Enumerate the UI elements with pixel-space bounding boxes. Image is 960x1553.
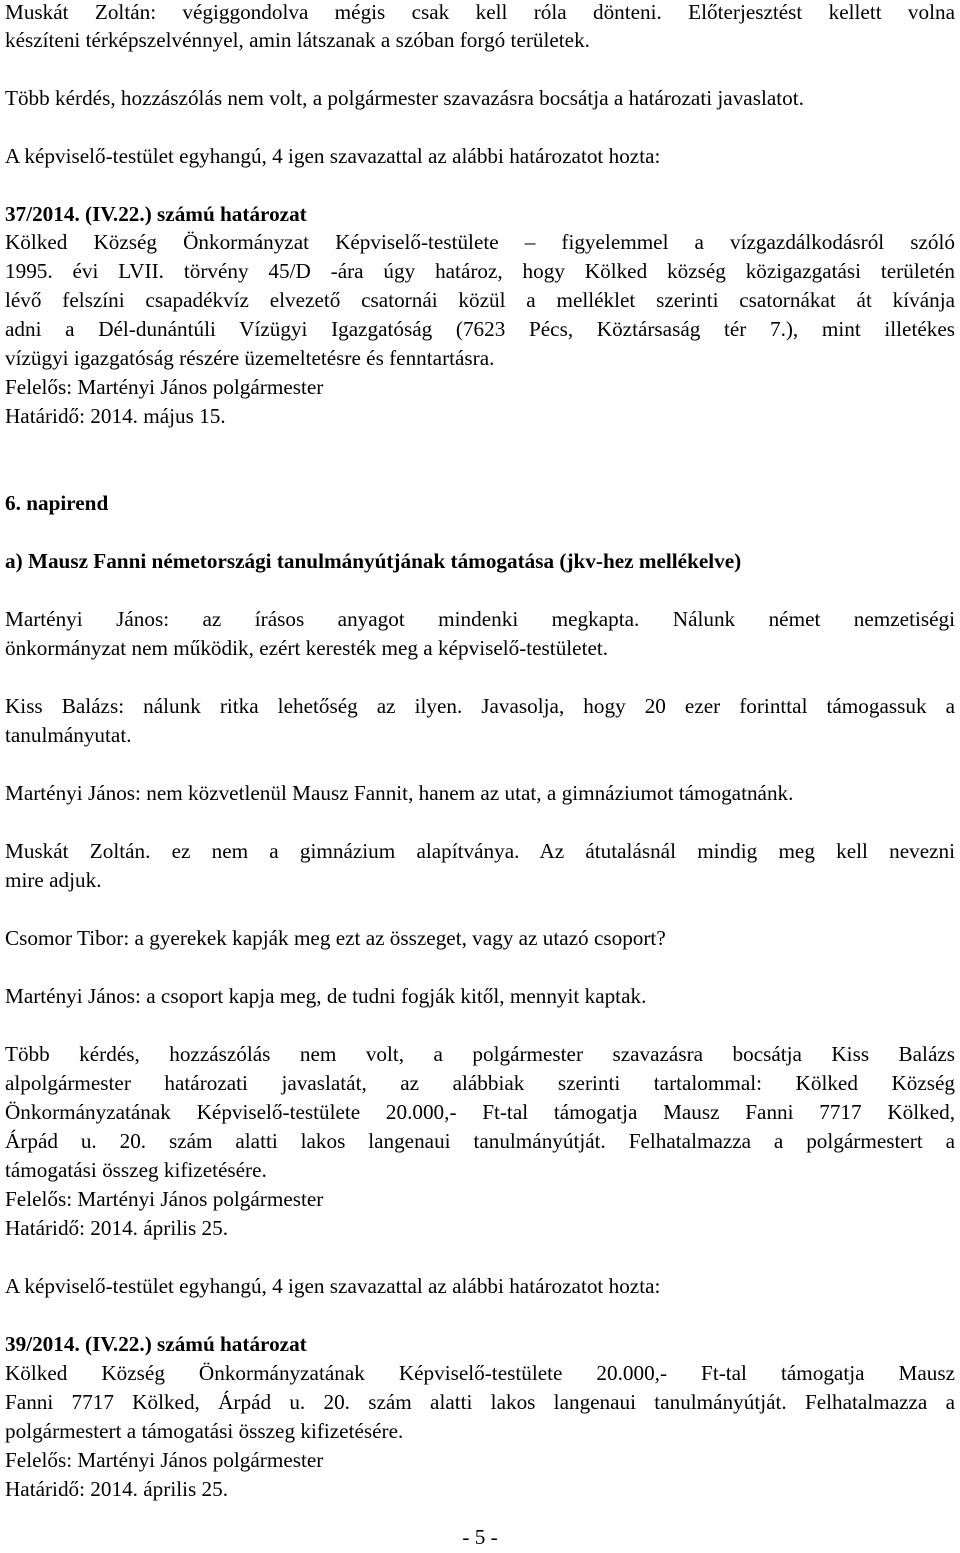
text-line: Muskát Zoltán: végiggondolva mégis csak kell róla dönteni. Előterjesztést kellett volna <box>5 0 955 24</box>
responsible-line: Felelős: Martényi János polgármester <box>5 1187 324 1211</box>
text-line: Martényi János: nem közvetlenül Mausz Fannit, hanem az utat, a gimnáziumot támogatnánk. <box>5 781 794 805</box>
text-line: Csomor Tibor: a gyerekek kapják meg ezt az összeget, vagy az utazó csoport? <box>5 926 666 950</box>
text-line: Martényi János: az írásos anyagot mindenki megkapta. Nálunk német nemzetiségi <box>5 607 955 631</box>
text-line: Kölked Község Önkormányzatának Képviselő-testülete 20.000,- Ft-tal támogatja Mausz <box>5 1361 955 1385</box>
text-line: polgármestert a támogatási összeg kifizetésére. <box>5 1419 404 1443</box>
deadline-line: Határidő: 2014. április 25. <box>5 1216 229 1240</box>
agenda-heading: 6. napirend <box>5 491 109 515</box>
text-line: Több kérdés, hozzászólás nem volt, a polgármester szavazásra bocsátja Kiss Balázs <box>5 1042 955 1066</box>
text-line: Muskát Zoltán. ez nem a gimnázium alapítványa. Az átutalásnál mindig meg kell nevezni <box>5 839 955 863</box>
text-line: Árpád u. 20. szám alatti lakos langenaui tanulmányútját. Felhatalmazza a polgármestert a <box>5 1129 955 1153</box>
text-line: vízügyi igazgatóság részére üzemeltetésre és fenntartásra. <box>5 346 495 370</box>
text-line: adni a Dél-dunántúli Vízügyi Igazgatóság (7623 Pécs, Köztársaság tér 7.), mint illetékes <box>5 317 955 341</box>
text-line: A képviselő-testület egyhangú, 4 igen szavazattal az alábbi határozatot hozta: <box>5 144 661 168</box>
responsible-line: Felelős: Martényi János polgármester <box>5 375 324 399</box>
deadline-line: Határidő: 2014. május 15. <box>5 404 226 428</box>
text-line: 1995. évi LVII. törvény 45/D -ára úgy határoz, hogy Kölked község közigazgatási területén <box>5 259 955 283</box>
resolution-title: 39/2014. (IV.22.) számú határozat <box>5 1332 307 1356</box>
text-line: Önkormányzatának Képviselő-testülete 20.000,- Ft-tal támogatja Mausz Fanni 7717 Kölked, <box>5 1100 955 1124</box>
text-line: Martényi János: a csoport kapja meg, de tudni fogják kitől, mennyit kaptak. <box>5 984 647 1008</box>
text-line: támogatási összeg kifizetésére. <box>5 1158 267 1182</box>
agenda-subheading: a) Mausz Fanni németországi tanulmányútjának támogatása (jkv-hez mellékelve) <box>5 549 742 573</box>
page-number: - 5 - <box>462 1525 498 1549</box>
text-line: készíteni térképszelvénnyel, amin látszanak a szóban forgó területek. <box>5 28 590 52</box>
text-line: A képviselő-testület egyhangú, 4 igen szavazattal az alábbi határozatot hozta: <box>5 1274 661 1298</box>
responsible-line: Felelős: Martényi János polgármester <box>5 1448 324 1472</box>
text-line: lévő felszíni csapadékvíz elvezető csatornái közül a melléklet szerinti csatornákat át kívánja <box>5 288 955 312</box>
text-line: alpolgármester határozati javaslatát, az alábbiak szerinti tartalommal: Kölked Község <box>5 1071 955 1095</box>
deadline-line: Határidő: 2014. április 25. <box>5 1477 229 1501</box>
text-line: mire adjuk. <box>5 868 102 892</box>
text-line: Több kérdés, hozzászólás nem volt, a polgármester szavazásra bocsátja a határozati javaslatot. <box>5 86 804 110</box>
text-line: Kölked Község Önkormányzat Képviselő-testülete – figyelemmel a vízgazdálkodásról szóló <box>5 230 955 254</box>
text-line: Kiss Balázs: nálunk ritka lehetőség az ilyen. Javasolja, hogy 20 ezer forinttal támogassuk a <box>5 694 955 718</box>
text-line: Fanni 7717 Kölked, Árpád u. 20. szám alatti lakos langenaui tanulmányútját. Felhatalmazza a <box>5 1390 955 1414</box>
text-line: önkormányzat nem működik, ezért keresték meg a képviselő-testületet. <box>5 636 609 660</box>
text-line: tanulmányutat. <box>5 723 132 747</box>
resolution-title: 37/2014. (IV.22.) számú határozat <box>5 202 307 226</box>
